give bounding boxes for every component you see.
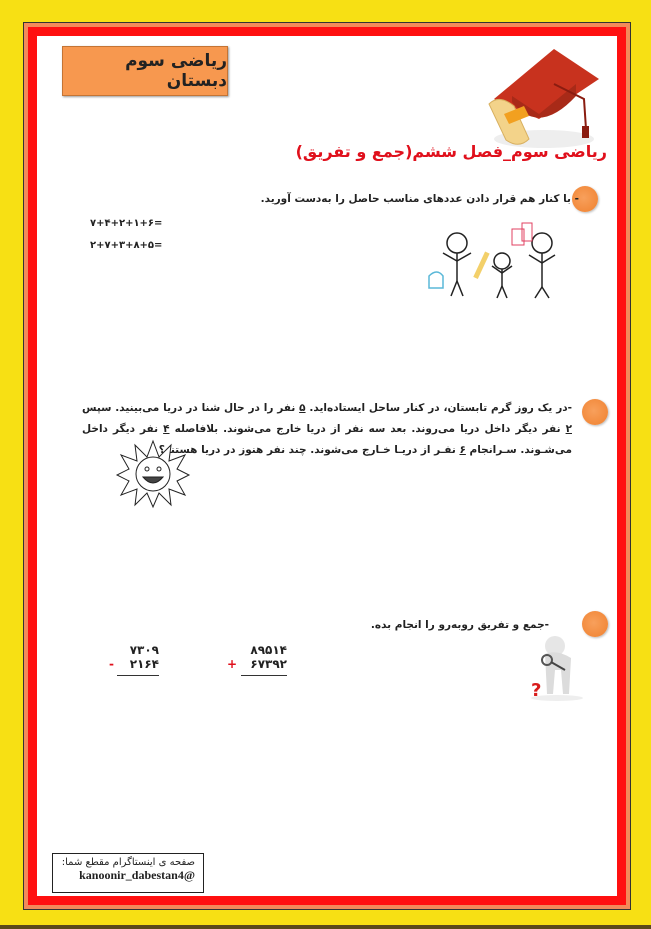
grade-badge [62,46,228,96]
subtraction-problem [109,643,159,676]
question-2-bullet [582,399,608,425]
instagram-box [52,853,204,893]
thinking-figure-icon [527,634,587,702]
addition-top: ۸۹۵۱۴ [250,643,287,657]
q2-number-3: ۴ [163,423,170,435]
subtraction-top: ۷۳۰۹ [129,643,159,657]
equation-1: ۷+۴+۲+۱+۶= [90,218,163,229]
graduation-cap-icon [484,44,604,149]
kids-drawing-icon [417,221,567,301]
question-3-prompt: -جمع و تفریق روبه‌رو را انجام بده. [370,619,549,631]
instagram-handle[interactable]: @kanoonir_dabestan4 [79,868,195,882]
worksheet-page [37,36,617,896]
plus-operator: + [227,657,238,671]
q2-part-e: نفـر از دریـا خـارج می‌شوند. چند نفر هنوز در دریا هستند؟ [158,444,460,456]
minus-operator: - [109,657,114,671]
q2-part-d: نفر دیگر داخل می‌شـوند. سـرانجام [82,423,572,456]
chapter-title: ریاضی سوم_فصل ششم(جمع و تفریق) [295,142,607,161]
q2-number-4: ۶ [459,444,466,456]
instagram-label: صفحه ی اینستاگرام مقطع شما: [61,857,195,868]
addition-bottom-row [227,657,287,671]
addition-bottom: ۶۷۳۹۲ [250,657,287,671]
equation-2: ۲+۷+۳+۸+۵= [90,240,163,251]
q2-part-c: نفر دیگر داخل دریا می‌روند. بعد سه نفر از دریا خارج می‌شوند. بلافاصله [169,423,566,435]
subtraction-bottom: ۲۱۶۴ [129,657,159,671]
q2-part-b: نفر را در حال شنا در دریا می‌بینید. سپس [82,402,300,414]
page-frame [23,22,631,910]
addition-problem [227,643,287,676]
red-border [28,27,626,905]
badge-title: ریاضی سوم دبستان [125,51,227,91]
q2-part-a: -در یک روز گرم تابستان، در کنار ساحل ایستاده‌اید. [305,402,573,414]
addition-line [241,675,287,676]
svg-text:?: ? [531,680,542,701]
q2-number-1: ۵ [299,402,306,414]
subtraction-bottom-row [109,657,159,671]
bottom-edge [0,925,651,929]
question-1-prompt: - با کنار هم قرار دادن عددهای مناسب حاصل را به‌دست آورید. [260,193,579,205]
subtraction-line [117,675,159,676]
sun-icon [115,439,191,509]
q2-number-2: ۲ [565,423,572,435]
